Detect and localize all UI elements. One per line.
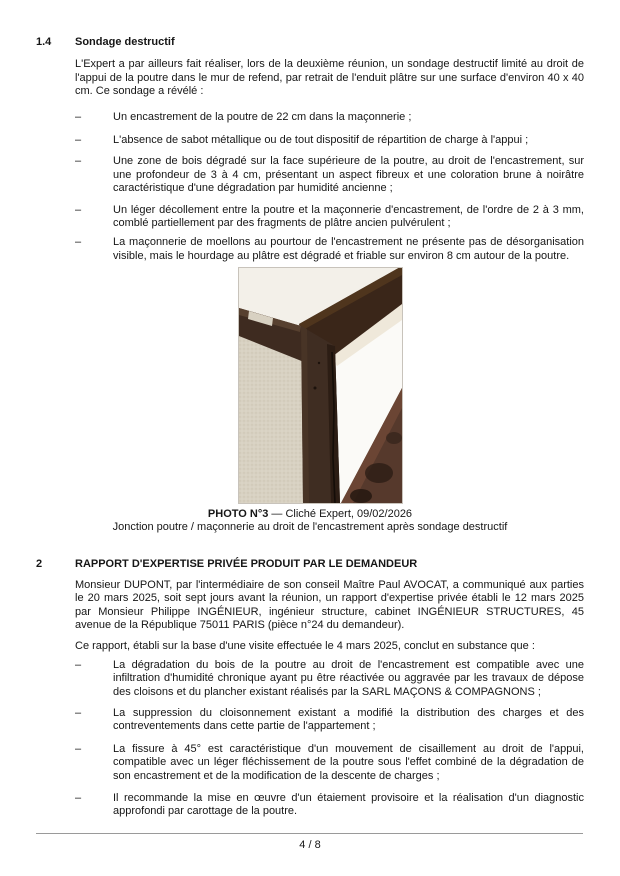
bullet-dash: –: [75, 203, 82, 216]
section-number: 2: [36, 558, 43, 571]
list-item: [36, 111, 584, 124]
section-title: Sondage destructif: [75, 36, 175, 48]
section-number: 1.4: [36, 36, 52, 48]
section-2-para2: Ce rapport, établi sur la base d'une visite effectuée le 4 mars 2025, conclut en substance que :: [75, 640, 535, 653]
list-item: [36, 155, 584, 195]
page-content: [36, 36, 584, 819]
wood-knot: [317, 362, 319, 364]
section-title: RAPPORT D'EXPERTISE PRIVÉE PRODUIT PAR LE DEMANDEUR: [75, 558, 418, 571]
section-2-heading: [36, 558, 584, 571]
bullet-dash: –: [75, 791, 82, 804]
bullet-text: La fissure à 45° est caractéristique d'un mouvement de cisaillement au droit de l'appui, compatible avec un léger fléchissement de la poutre sous l'effet combiné de la dégradation de son encastrement et de la modification de la descente de charges ;: [113, 742, 584, 782]
bullet-dash: –: [75, 658, 82, 671]
wood-knot: [313, 387, 316, 390]
bullet-dash: –: [75, 236, 82, 249]
photo-caption: [36, 508, 584, 534]
list-item: [36, 659, 584, 699]
list-item: [36, 743, 584, 783]
photo-caption-credit: — Cliché Expert, 09/02/2026: [268, 508, 413, 521]
beam-dark-spot: [386, 432, 402, 444]
photo-caption-label: PHOTO N°3: [207, 508, 269, 521]
list-item: [36, 134, 584, 147]
section-1-4-heading: [36, 36, 584, 49]
bullet-text: Un léger décollement entre la poutre et la maçonnerie d'encastrement, de l'ordre de 2 à 3 mm, comblé partiellement par des fragments de plâtre ancien pulvérulent ;: [113, 203, 584, 230]
photo-caption-line1: [36, 508, 584, 521]
list-item: [36, 707, 584, 734]
list-item: [36, 792, 584, 819]
photo-caption-line2: Jonction poutre / maçonnerie au droit de l'encastrement après sondage destructif: [112, 521, 508, 534]
list-item: [36, 236, 584, 263]
section-2-para1: Monsieur DUPONT, par l'intermédiaire de son conseil Maître Paul AVOCAT, a communiqué aux parties le 20 mars 2025, soit sept jours avant la réunion, un rapport d'expertise privée établi le 12 mars 2025 par Monsieur Philippe INGÉNIEUR, ingénieur structure, cabinet INGÉNIEUR STRUCTURES, 45 avenue de la République 75011 PARIS (pièce n°24 du demandeur).: [75, 578, 584, 631]
bullet-dash: –: [75, 110, 82, 123]
bullet-text: Il recommande la mise en œuvre d'un étaiement provisoire et la réalisation d'un diagnostic approfondi par carottage de la poutre.: [113, 791, 584, 818]
bullet-text: Une zone de bois dégradé sur la face supérieure de la poutre, au droit de l'encastrement, sur une profondeur de 3 à 4 cm, présentant un aspect fibreux et une coloration brune à noirâtre caractéristique d'une dégradation par humidité ancienne ;: [113, 155, 584, 195]
beam-dark-spot: [350, 489, 372, 503]
bullet-text: La dégradation du bois de la poutre au droit de l'encastrement est compatible avec une infiltration d'humidité chronique ayant pu être réactivée ou aggravée par les travaux de dépose des cloisons et du plancher existant réalisés par la SARL MAÇONS & COMPAGNONS ;: [113, 658, 584, 698]
section-1-4-intro: L'Expert a par ailleurs fait réaliser, lors de la deuxième réunion, un sondage destructif limité au droit de l'appui de la poutre dans le mur de refend, par retrait de l'enduit plâtre sur une surface d'environ 40 x 40 cm. Ce sondage a révélé :: [75, 58, 584, 98]
bullet-text: Un encastrement de la poutre de 22 cm dans la maçonnerie ;: [113, 110, 412, 123]
list-item: [36, 204, 584, 231]
footer-divider: [36, 833, 583, 834]
bullet-text: La maçonnerie de moellons au pourtour de l'encastrement ne présente pas de désorganisation visible, mais le hourdage au plâtre est dégradé et friable sur environ 8 cm autour de la poutre.: [113, 236, 584, 262]
bullet-dash: –: [75, 706, 82, 719]
beam-masonry-photo-illustration: [239, 268, 402, 503]
bullet-dash: –: [75, 742, 82, 755]
bullet-dash: –: [75, 134, 82, 147]
page-number: 4 / 8: [299, 839, 321, 851]
beam-dark-spot: [365, 463, 393, 483]
bullet-text: La suppression du cloisonnement existant a modifié la distribution des charges et des contreventements dans cette partie de l'appartement ;: [113, 706, 584, 733]
bullet-dash: –: [75, 155, 82, 168]
photo-figure: [238, 267, 403, 504]
photo-3: [238, 267, 403, 504]
bullet-text: L'absence de sabot métallique ou de tout dispositif de répartition de charge à l'appui ;: [113, 134, 529, 147]
